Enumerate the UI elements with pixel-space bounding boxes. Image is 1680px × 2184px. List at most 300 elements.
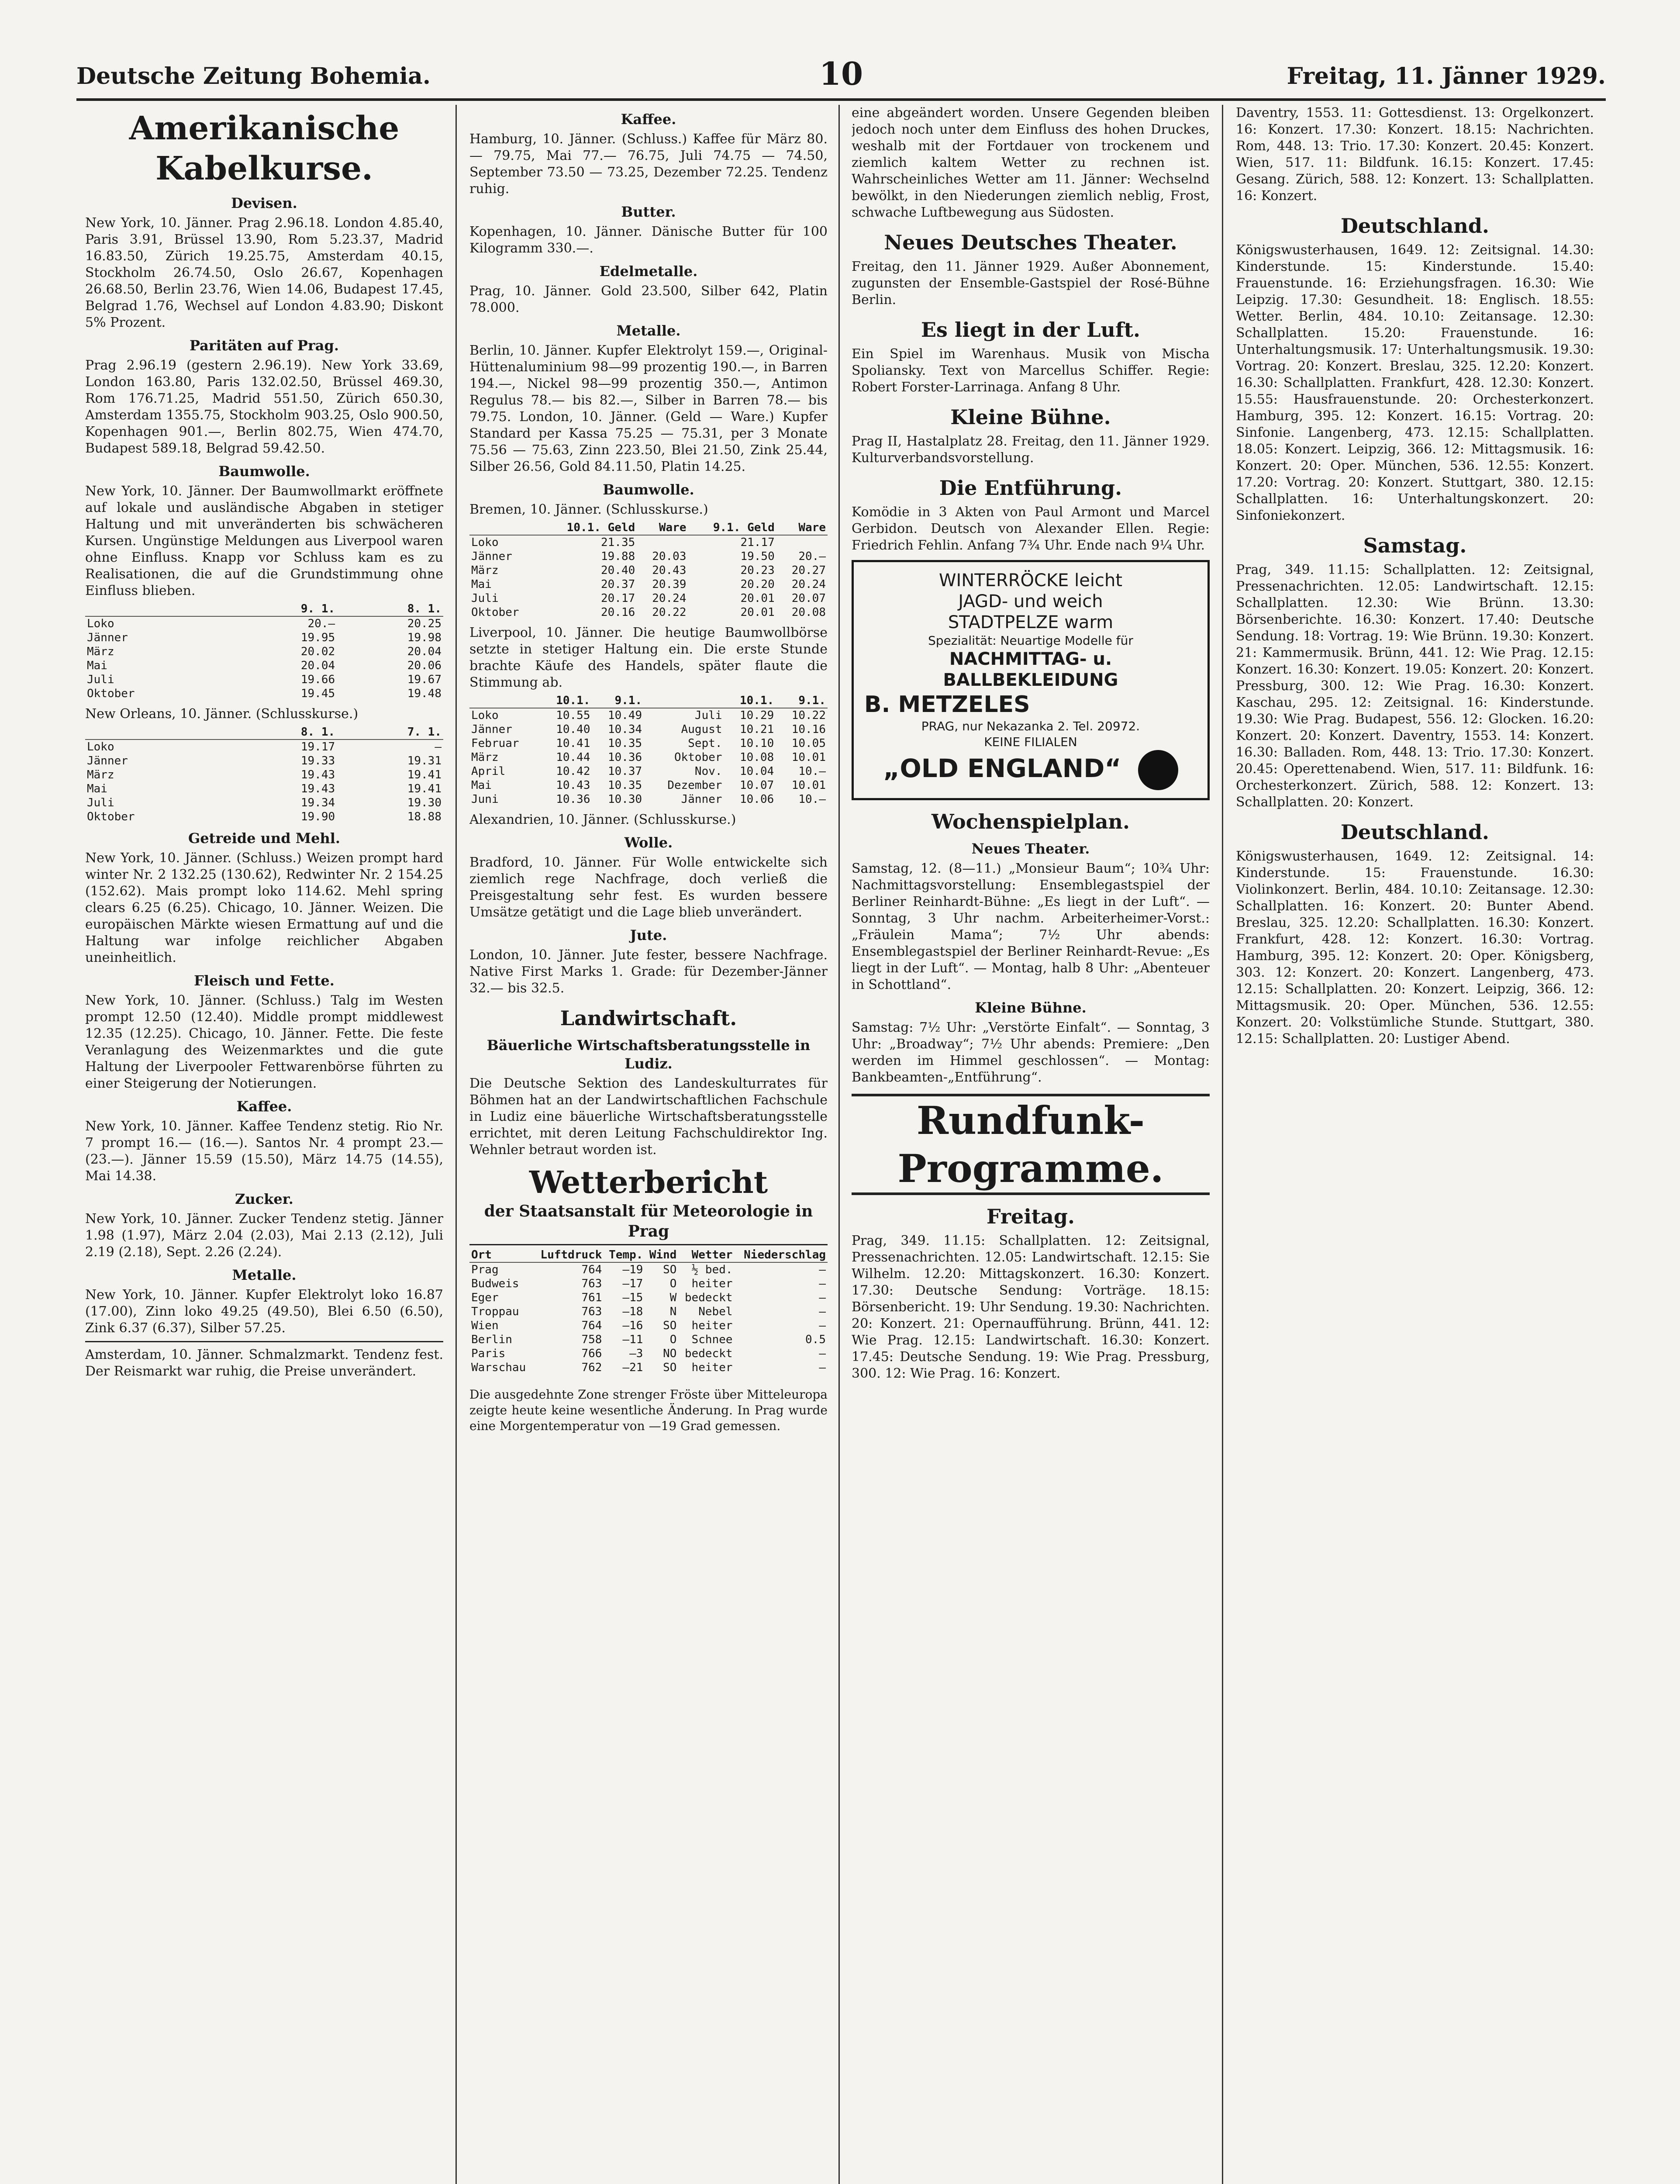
table-cell: 10.10: [739, 737, 774, 750]
table-header-cell: [469, 694, 540, 708]
table-row: [469, 750, 828, 764]
table-header-cell: Ort: [469, 1248, 533, 1262]
article-text: Bradford, 10. Jänner. Für Wolle entwickelte sich ziemlich rege Nachfrage, doch verließ die Preisgestaltung sehr fest. Es wurden bessere Umsätze getätigt und die Lage blieb unverändert.: [469, 855, 828, 920]
table-cell: 20.01: [740, 592, 775, 605]
day-title: Samstag.: [1363, 534, 1467, 557]
table-cell: 763: [581, 1305, 602, 1318]
table-cell: 20.23: [740, 564, 775, 577]
article-text: New York, 10. Jänner. (Schluss.) Weizen prompt hard winter Nr. 2 132.25 (130.62), Redwinter Nr. 2 154.25 (152.62). Mais prompt loko 114.62. Mehl spring clears 6.25 (6.25). Chicago, 10. Jänner. Weizen. Die europäischen Märkte wiesen Ermattung auf und die Haltung war infolge reichlicher Abgaben uneinheitlich.: [85, 850, 443, 965]
table-cell: 10.29: [739, 709, 774, 722]
table-cell: 19.45: [300, 687, 335, 700]
table-cell: 19.48: [407, 687, 442, 700]
table-cell: Juli: [87, 796, 114, 809]
table-cell: 20.06: [407, 659, 442, 672]
table-cell: Oktober: [87, 687, 135, 700]
table-row: [85, 673, 443, 687]
table-cell: 20.22: [652, 606, 686, 619]
table-cell: Mai: [87, 782, 107, 795]
table-row: [469, 1305, 828, 1319]
article-text: Samstag, 12. (8—11.) „Monsieur Baum“; 10¾ Uhr: Nachmittagsvorstellung: Ensemblegastspiel der Berliner Reinhardt-Bühne: „Es liegt in der Luft“. — Sonntag, 3 Uhr nachm. Arbeiterheimer-Vorst.: „Fräulein Mama“; 7½ Uhr abends: Ensemblegastspiel der Berliner Reinhardt-Revue: „Es liegt in der Luft“. — Montag, halb 8 Uhr: „Abenteuer in Schottland“.: [852, 861, 1210, 992]
table-row: [469, 563, 828, 577]
table-cell: —15: [622, 1291, 643, 1304]
table-header-cell: Wetter: [678, 1248, 734, 1262]
table-row: [469, 1291, 828, 1305]
table-cell: —: [819, 1361, 826, 1374]
article-text: New York, 10. Jänner. (Schluss.) Talg im Westen prompt 12.50 (12.40). Middle prompt middlewest 12.35 (12.25). Chicago, 10. Jänner. Fette. Die feste Veranlagung des Weizenmarktes und die gute Haltung der Liverpooler Fettwarenbörse führten zu einer Steigerung der Notierungen.: [85, 993, 443, 1091]
table-row: [469, 764, 828, 778]
ad-line: STADTPELZE warm: [948, 612, 1114, 632]
table-cell: 20.08: [791, 606, 826, 619]
subsection-title: Metalle.: [232, 1267, 297, 1283]
table-header-cell: 9.1. Geld: [688, 521, 776, 535]
table-row: [469, 1347, 828, 1361]
table-cell: Juli: [87, 673, 114, 686]
table-cell: 20.07: [791, 592, 826, 605]
table-header-cell: Ware: [776, 521, 828, 535]
table-cell: —18: [622, 1305, 643, 1318]
table-cell: 19.95: [300, 631, 335, 644]
article-text: Alexandrien, 10. Jänner. (Schlusskurse.): [469, 812, 736, 827]
subsection-title: Metalle.: [616, 322, 681, 339]
table-cell: Eger: [471, 1291, 499, 1304]
table-cell: 10.35: [607, 737, 642, 750]
table-cell: Juni: [471, 793, 499, 806]
table-cell: —21: [622, 1361, 643, 1374]
table-header-cell: Ware: [637, 521, 688, 535]
table-cell: Sept.: [688, 737, 722, 750]
subsection-title: Fleisch und Fette.: [194, 972, 335, 989]
section-title: Wochenspielplan.: [931, 810, 1130, 833]
table-cell: SO: [663, 1319, 677, 1332]
table-cell: 10.35: [607, 779, 642, 792]
table-row: [469, 1361, 828, 1375]
article-text: Königswusterhausen, 1649. 12: Zeitsignal. 14: Kinderstunde. 15: Frauenstunde. 16.30: Violinkonzert. Berlin, 484. 10.10: Zeitansage. 12.30: Schallplatten. 16: Konzert. 20: Bunter Abend. Breslau, 325. 12.20: Schallplatten. 16.30: Konzert. Frankfurt, 428. 12: Konzert. 16.30: Vortrag. Hamburg, 395. 12: Konzert. 20: Oper. Königsberg, 303. 12: Konzert. 20: Konzert. Langenberg, 473. 12.15: Schallplatten. 20: Konzert. Leipzig, 366. 12: Mittagsmusik. 20: Oper. München, 536. 12.55: Konzert. 20: Volkstümliche Stunde. Stuttgart, 380. 12.15: Schallplatten. 20: Lustiger Abend.: [1236, 849, 1594, 1047]
ad-store-name: [864, 750, 1197, 790]
table-cell: 19.31: [407, 754, 442, 767]
table-row: [85, 659, 443, 673]
table-cell: heiter: [691, 1277, 733, 1290]
table-header-row: [469, 694, 828, 708]
table-cell: 19.67: [407, 673, 442, 686]
table-cell: Nebel: [698, 1305, 733, 1318]
article-text: New York, 10. Jänner. Prag 2.96.18. London 4.85.40, Paris 3.91, Brüssel 13.90, Rom 5.23.37, Madrid 16.83.50, Zürich 19.25.75, Amsterdam 40.15, Stockholm 26.74.50, Oslo 26.67, Kopenhagen 26.68.50, Berlin 23.76, Wien 14.06, Budapest 17.45, Belgrad 1.76, Wechsel auf London 4.83.90; Diskont 5% Prozent.: [85, 215, 443, 330]
table-cell: Jänner: [471, 550, 512, 563]
table-cell: heiter: [691, 1361, 733, 1374]
table-cell: Oktober: [471, 606, 519, 619]
column-2: [469, 105, 828, 2184]
table-cell: SO: [663, 1361, 677, 1374]
table-header-cell: [85, 602, 230, 616]
subsection-title: Butter.: [621, 204, 676, 220]
table-cell: 10.36: [607, 751, 642, 764]
subsection-title: Baumwolle.: [218, 463, 310, 480]
column-1: [85, 105, 443, 2184]
column-rule: [838, 105, 840, 2184]
table-cell: Mai: [471, 578, 492, 591]
table-cell: W: [669, 1291, 677, 1304]
table-cell: Warschau: [471, 1361, 526, 1374]
table-cell: Schnee: [691, 1333, 733, 1346]
table-cell: Jänner: [471, 723, 512, 736]
article-text: Ein Spiel im Warenhaus. Musik von Mischa Spoliansky. Text von Marcellus Schiffer. Regie: Robert Forster-Larrinaga. Anfang 8 Uhr.: [852, 346, 1210, 395]
ad-address: PRAG, nur Nekazanka 2. Tel. 20972.: [921, 719, 1140, 733]
table-header-row: [469, 521, 828, 535]
article-text: Liverpool, 10. Jänner. Die heutige Baumwollbörse setzte in stetiger Haltung ein. Die erste Stunde brachte Käufe des Handels, später flaute die Stimmung ab.: [469, 625, 828, 690]
divider: [85, 1341, 443, 1342]
table-cell: heiter: [691, 1319, 733, 1332]
table-cell: 20.24: [652, 592, 686, 605]
subsection-title: Wolle.: [624, 834, 673, 851]
table-cell: 20.16: [601, 606, 635, 619]
article-text: New Orleans, 10. Jänner. (Schlusskurse.): [85, 706, 359, 722]
subsection-title: Bäuerliche Wirtschaftsberatungsstelle in Ludiz.: [486, 1037, 811, 1072]
table-cell: 10.40: [556, 723, 590, 736]
cotton-table-bremen: [469, 521, 828, 619]
table-row: [469, 722, 828, 736]
cotton-table-neworleans: [85, 725, 443, 824]
table-cell: 19.66: [300, 673, 335, 686]
table-header-row: [85, 725, 443, 740]
table-cell: Prag: [471, 1263, 499, 1276]
ad-line: KEINE FILIALEN: [984, 735, 1077, 749]
table-cell: bedeckt: [684, 1347, 733, 1360]
table-cell: Jänner: [87, 754, 128, 767]
article-text: New York, 10. Jänner. Der Baumwollmarkt eröffnete auf lokale und ausländische Abgaben in stetiger Haltung und mit unveränderten bis schwächeren Kursen. Ungünstige Meldungen aus Liverpool waren ohne Einfluss. Knapp vor Schluss kam es zu Realisationen, die auf die Grundstimmung ohne Einfluss blieben.: [85, 484, 443, 598]
ad-company: [864, 691, 1197, 719]
table-cell: 20.04: [407, 645, 442, 658]
table-row: [469, 1319, 828, 1333]
table-cell: Jänner: [87, 631, 128, 644]
table-cell: März: [471, 564, 499, 577]
table-row: [85, 768, 443, 782]
article-text: Königswusterhausen, 1649. 12: Zeitsignal. 14.30: Kinderstunde. 15: Kinderstunde. 15.40: Frauenstunde. 16: Erziehungsfragen. 16.30: Wie Leipzig. 17.30: Gesundheit. 18: Englisch. 18.55: Wetter. Berlin, 484. 10.10: Zeitansage. 12.30: Schallplatten. 15.20: Frauenstunde. 16: Unterhaltungsmusik. 17: Unterhaltungsmusik. 19.30: Vortrag. 20: Konzert. Breslau, 325. 12.20: Konzert. 16.30: Schallplatten. Frankfurt, 428. 12.30: Konzert. 15.55: Hausfrauenstunde. 20: Orchesterkonzert. Hamburg, 395. 12: Konzert. 16.15: Vortrag. 20: Sinfonie. Langenberg, 473. 12.15: Schallplatten. 18.05: Konzert. Leipzig, 366. 12: Mittagsmusik. 16: Konzert. 20: Oper. München, 536. 12.55: Konzert. 17.20: Vortrag. 20: Konzert. Stuttgart, 380. 12.15: Schallplatten. 16: Unterhaltungskonzert. 20: Sinfoniekonzert.: [1236, 242, 1594, 523]
table-cell: Loko: [87, 617, 114, 630]
table-cell: —17: [622, 1277, 643, 1290]
table-cell: Loko: [87, 740, 114, 753]
table-row: [85, 740, 443, 754]
table-row: [469, 778, 828, 792]
table-row: [469, 605, 828, 619]
table-cell: 10.41: [556, 737, 590, 750]
table-cell: 20.43: [652, 564, 686, 577]
table-cell: 10.21: [739, 723, 774, 736]
table-cell: Loko: [471, 536, 499, 549]
table-cell: 20.25: [407, 617, 442, 630]
table-cell: Loko: [471, 709, 499, 722]
table-cell: 10.30: [607, 793, 642, 806]
table-cell: Jänner: [681, 793, 722, 806]
table-cell: O: [669, 1333, 677, 1346]
play-title: Es liegt in der Luft.: [921, 318, 1141, 342]
table-cell: NO: [663, 1347, 677, 1360]
table-cell: Berlin: [471, 1333, 512, 1346]
table-row: [469, 591, 828, 605]
table-cell: April: [471, 765, 506, 778]
table-cell: 19.41: [407, 768, 442, 781]
table-cell: 19.41: [407, 782, 442, 795]
table-cell: 758: [581, 1333, 602, 1346]
table-cell: 10.05: [791, 737, 826, 750]
table-cell: 20.—: [307, 617, 335, 630]
section-title: Kleine Bühne.: [950, 405, 1111, 429]
table-cell: 10.01: [791, 751, 826, 764]
article-text: Berlin, 10. Jänner. Kupfer Elektrolyt 159.—, Original-Hüttenaluminium 98—99 prozentig 190.—, in Barren 194.—, Nickel 98—99 prozentig 350.—, Antimon Regulus 78.— bis 82.—, Silber in Barren 78.— bis 79.75. London, 10. Jänner. (Geld — Ware.) Kupfer Standard per Kassa 75.25 — 75.31, per 3 Monate 75.56 — 75.63, Zinn 223.50, Blei 21.50, Zink 25.44, Silber 26.56, Gold 84.11.50, Platin 14.25.: [469, 343, 828, 474]
table-cell: 10.04: [739, 765, 774, 778]
table-cell: Mai: [87, 659, 107, 672]
article-text: New York, 10. Jänner. Kupfer Elektrolyt loko 16.87 (17.00), Zinn loko 49.25 (49.50), Blei 6.50 (6.50), Zink 6.37 (6.37), Silber 57.25.: [85, 1287, 443, 1336]
weather-table: [469, 1248, 828, 1375]
ad-line: NACHMITTAG- u. BALLBEKLEIDUNG: [943, 649, 1118, 690]
table-cell: 10.43: [556, 779, 590, 792]
article-text: London, 10. Jänner. Jute fester, bessere Nachfrage. Native First Marks 1. Grade: für Dezember-Jänner 32.— bis 32.5.: [469, 947, 828, 996]
table-cell: Juli: [694, 709, 722, 722]
section-title: Amerikanische Kabelkurse.: [129, 110, 400, 187]
table-cell: 10.44: [556, 751, 590, 764]
column-4: [1236, 105, 1594, 2184]
table-header-cell: Niederschlag: [735, 1248, 828, 1262]
subsection-title: Devisen.: [231, 195, 297, 211]
table-cell: —: [819, 1263, 826, 1276]
issue-date: Freitag, 11. Jänner 1929.: [1287, 63, 1606, 90]
table-cell: Wien: [471, 1319, 499, 1332]
table-cell: 20.03: [652, 550, 686, 563]
table-header-cell: Temp.: [604, 1248, 645, 1262]
subsection-title: Baumwolle.: [603, 481, 694, 498]
subsection-title: Zucker.: [235, 1191, 293, 1207]
table-cell: N: [669, 1305, 677, 1318]
table-cell: März: [471, 751, 499, 764]
table-cell: Juli: [471, 592, 499, 605]
section-title: Neues Deutsches Theater.: [884, 231, 1177, 254]
table-cell: 20.01: [740, 606, 775, 619]
table-row: [469, 708, 828, 722]
page-header: [76, 17, 1606, 101]
article-text: Komödie in 3 Akten von Paul Armont und Marcel Gerbidon. Deutsch von Alexander Ellen. Regie: Friedrich Fehlin. Anfang 7¾ Uhr. Ende nach 9¼ Uhr.: [852, 505, 1210, 553]
article-text: Prag II, Hastalplatz 28. Freitag, den 11. Jänner 1929. Kulturverbandsvorstellung.: [852, 434, 1210, 466]
table-cell: —: [819, 1347, 826, 1360]
table-header-cell: [85, 725, 230, 740]
radio-section-title: Rundfunk-Programme.: [852, 1094, 1210, 1195]
table-cell: O: [669, 1277, 677, 1290]
table-row: [85, 754, 443, 768]
subsection-title: Kaffee.: [236, 1098, 292, 1115]
ad-line: WINTERRÖCKE leicht: [938, 570, 1123, 591]
table-cell: —: [819, 1305, 826, 1318]
subsection-title: Kleine Bühne.: [975, 999, 1087, 1016]
table-cell: 20.27: [791, 564, 826, 577]
ad-line: JAGD- und weich: [958, 591, 1103, 612]
table-row: [85, 616, 443, 631]
subsection-title: Neues Theater.: [971, 840, 1090, 857]
table-header-cell: 9. 1.: [230, 602, 337, 616]
table-cell: 20.37: [601, 578, 635, 591]
table-cell: Budweis: [471, 1277, 519, 1290]
table-row: [469, 792, 828, 806]
table-cell: 10.37: [607, 765, 642, 778]
table-header-row: [85, 602, 443, 616]
article-text: Samstag: 7½ Uhr: „Verstörte Einfalt“. — Sonntag, 3 Uhr: „Broadway“; 7½ Uhr abends: Premiere: „Den werden im Himmel geschlossen“. — Montag: Bankbeamten-„Entführung“.: [852, 1020, 1210, 1085]
table-cell: 20.24: [791, 578, 826, 591]
table-cell: 19.88: [601, 550, 635, 563]
article-text: eine abgeändert worden. Unsere Gegenden bleiben jedoch noch unter dem Einfluss des hohen Druckes, weshalb mit der Fortdauer von trockenem und ziemlich kaltem Wetter zu rechnen ist. Wahrscheinliches Wetter am 11. Jänner: Wechselnd bewölkt, in den Niederungen ziemlich neblig, Frost, schwache Luftbewegung aus Südosten.: [852, 105, 1210, 220]
subsection-title: Getreide und Mehl.: [188, 830, 341, 847]
table-cell: Troppau: [471, 1305, 519, 1318]
table-cell: —: [435, 740, 442, 753]
article-text: Prag 2.96.19 (gestern 2.96.19). New York 33.69, London 163.80, Paris 132.02.50, Brüssel 469.30, Rom 176.71.25, Madrid 551.50, Zürich 650.30, Amsterdam 1355.75, Stockholm 903.25, Oslo 900.50, Kopenhagen 901.—, Berlin 802.75, Wien 474.70, Budapest 589.18, Belgrad 59.42.50.: [85, 358, 443, 456]
table-cell: 762: [581, 1361, 602, 1374]
table-row: [85, 631, 443, 645]
table-cell: 10.06: [739, 793, 774, 806]
section-title: Deutschland.: [1340, 214, 1490, 238]
table-row: [85, 645, 443, 659]
table-header-cell: 8. 1.: [230, 725, 337, 740]
table-cell: 19.50: [740, 550, 775, 563]
table-cell: ½ bed.: [691, 1263, 733, 1276]
ad-company-name: B. METZELES: [864, 691, 1030, 718]
table-header-cell: 8. 1.: [337, 602, 443, 616]
table-row: [85, 810, 443, 824]
table-cell: 18.88: [407, 810, 442, 823]
table-header-row: [469, 1248, 828, 1262]
table-cell: 19.98: [407, 631, 442, 644]
table-cell: SO: [663, 1263, 677, 1276]
cotton-table-liverpool: [469, 694, 828, 806]
article-text: Prag, 349. 11.15: Schallplatten. 12: Zeitsignal, Pressenachrichten. 12.05: Landwirtschaft. 12.15: Schallplatten. 12.30: Wie Brünn. 13.30: Börsenberichte. 16.30: Konzert. 17.40: Deutsche Sendung. 18: Vortrag. 19: Wie Brünn. 19.30: Konzert. 21: Kammermusik. Brünn, 441. 12: Wie Prag. 12.15: Konzert. 16.30: Konzert. 19.05: Konzert. 20: Konzert. Pressburg, 300. 12: Wie Prag. 16.30: Konzert. Kaschau, 295. 12: Zeitsignal. 16: Kinderstunde. 19.30: Wie Prag. Budapest, 556. 12: Glocken. 16.20: Konzert. 20: Konzert. Daventry, 1553. 14: Konzert. 16.30: Balladen. Rom, 448. 13: Trio. 17.30: Konzert. 20.45: Operettenabend. Wien, 517. 11: Bildfunk. 16: Orchesterkonzert. Zürich, 588. 12: Konzert. 13: Schallplatten. 20: Konzert.: [1236, 562, 1594, 810]
table-row: [469, 535, 828, 549]
table-cell: —16: [622, 1319, 643, 1332]
table-header-cell: 10.1.: [540, 694, 592, 708]
table-row: [469, 1277, 828, 1291]
table-row: [85, 687, 443, 701]
table-cell: 10.42: [556, 765, 590, 778]
subsection-title: Edelmetalle.: [599, 263, 698, 280]
table-cell: bedeckt: [684, 1291, 733, 1304]
table-header-cell: 10.1.: [724, 694, 776, 708]
article-text: Amsterdam, 10. Jänner. Schmalzmarkt. Tendenz fest. Der Reismarkt war ruhig, die Preise unverändert.: [85, 1347, 443, 1379]
table-cell: 10.01: [791, 779, 826, 792]
subsection-title: Paritäten auf Prag.: [189, 337, 339, 354]
table-cell: 10.—: [798, 793, 826, 806]
article-text: Hamburg, 10. Jänner. (Schluss.) Kaffee für März 80.— 79.75, Mai 77.— 76.75, Juli 74.75 — 74.50, September 73.50 — 73.25, Dezember 72.25. Tendenz ruhig.: [469, 131, 828, 197]
table-cell: 20.20: [740, 578, 775, 591]
table-cell: Nov.: [694, 765, 722, 778]
table-cell: 766: [581, 1347, 602, 1360]
table-cell: 10.49: [607, 709, 642, 722]
table-cell: 20.40: [601, 564, 635, 577]
table-cell: 20.04: [300, 659, 335, 672]
table-cell: 10.22: [791, 709, 826, 722]
table-row: [469, 549, 828, 563]
weather-title: Wetterbericht: [529, 1164, 768, 1200]
table-cell: März: [87, 645, 114, 658]
table-header-cell: 7. 1.: [337, 725, 443, 740]
table-cell: 19.34: [300, 796, 335, 809]
article-text: Kopenhagen, 10. Jänner. Dänische Butter für 100 Kilogramm 330.—.: [469, 224, 828, 256]
table-cell: 20.—: [798, 550, 826, 563]
table-cell: 10.08: [739, 751, 774, 764]
table-cell: 764: [581, 1319, 602, 1332]
table-cell: 19.30: [407, 796, 442, 809]
table-header-cell: Luftdruck: [533, 1248, 604, 1262]
table-row: [469, 736, 828, 750]
table-cell: 10.—: [798, 765, 826, 778]
table-cell: 10.16: [791, 723, 826, 736]
table-cell: 763: [581, 1277, 602, 1290]
weather-subtitle: der Staatsanstalt für Meteorologie in Prag: [469, 1201, 828, 1245]
table-header-cell: [469, 521, 539, 535]
table-cell: 19.90: [300, 810, 335, 823]
table-cell: 19.33: [300, 754, 335, 767]
table-header-cell: Wind: [645, 1248, 678, 1262]
table-cell: —11: [622, 1333, 643, 1346]
table-row: [469, 577, 828, 591]
table-cell: Oktober: [87, 810, 135, 823]
article-text: Prag, 10. Jänner. Gold 23.500, Silber 642, Platin 78.000.: [469, 283, 828, 315]
table-row: [469, 1333, 828, 1347]
table-cell: —: [819, 1319, 826, 1332]
page-number: 10: [819, 55, 863, 92]
article-text: Die Deutsche Sektion des Landeskulturrates für Böhmen hat an der Landwirtschaftlichen Fachschule in Ludiz eine bäuerliche Wirtschaftsberatungsstelle errichtet, mit deren Leitung Fachschuldirektor Ing. Wehnler betraut worden ist.: [469, 1076, 828, 1158]
article-text: Freitag, den 11. Jänner 1929. Außer Abonnement, zugunsten der Ensemble-Gastspiel der Rosé-Bühne Berlin.: [852, 259, 1210, 308]
table-header-cell: [644, 694, 724, 708]
table-cell: 10.55: [556, 709, 590, 722]
ad-store-label: „OLD ENGLAND“: [883, 753, 1121, 784]
table-row: [85, 796, 443, 810]
table-cell: 761: [581, 1291, 602, 1304]
ad-line: Spezialität: Neuartige Modelle für: [928, 633, 1133, 648]
ad-dot-icon: [1138, 750, 1178, 790]
subsection-title: Kaffee.: [621, 111, 676, 128]
table-cell: 0.5: [805, 1333, 826, 1346]
table-cell: [776, 535, 828, 549]
newspaper-name: Deutsche Zeitung Bohemia.: [76, 63, 431, 90]
table-cell: [637, 535, 688, 549]
table-cell: 20.02: [300, 645, 335, 658]
column-rule: [1222, 105, 1223, 2184]
article-text: New York, 10. Jänner. Kaffee Tendenz stetig. Rio Nr. 7 prompt 16.— (16.—). Santos Nr. 4 prompt 23.— (23.—). Jänner 15.59 (15.50), März 14.75 (14.55), Mai 14.38.: [85, 1119, 443, 1184]
table-header-cell: 10.1. Geld: [539, 521, 637, 535]
table-row: [469, 1262, 828, 1277]
play-title: Die Entführung.: [939, 476, 1122, 500]
advertisement: [852, 560, 1210, 800]
table-cell: 21.35: [601, 536, 635, 549]
table-row: [85, 782, 443, 796]
table-cell: —: [819, 1277, 826, 1290]
article-text: Bremen, 10. Jänner. (Schlusskurse.): [469, 502, 708, 517]
table-cell: 19.43: [300, 782, 335, 795]
table-cell: 21.17: [740, 536, 775, 549]
table-cell: Oktober: [674, 751, 722, 764]
table-header-cell: 9.1.: [592, 694, 644, 708]
article-text: New York, 10. Jänner. Zucker Tendenz stetig. Jänner 1.98 (1.97), März 2.04 (2.03), Mai 2.13 (2.12), Juli 2.19 (2.18), Sept. 2.26 (2.24).: [85, 1211, 443, 1260]
column-3: [852, 105, 1210, 2184]
table-cell: August: [681, 723, 722, 736]
table-cell: 10.34: [607, 723, 642, 736]
table-cell: Mai: [471, 779, 492, 792]
section-title: Landwirtschaft.: [560, 1006, 737, 1030]
table-cell: 19.43: [300, 768, 335, 781]
table-cell: 10.07: [739, 779, 774, 792]
column-rule: [455, 105, 457, 2184]
subsection-title: Jute.: [630, 927, 667, 943]
table-cell: 10.36: [556, 793, 590, 806]
section-title: Deutschland.: [1340, 820, 1490, 844]
article-text: Prag, 349. 11.15: Schallplatten. 12: Zeitsignal, Pressenachrichten. 12.05: Landwirtschaft. 12.15: Sie Wilhelm. 12.20: Mittagskonzert. 16.30: Konzert. 17.30: Deutsche Sendung: Vorträge. 18.15: Börsenbericht. 19: Uhr Sendung. 19.30: Nachrichten. 20: Konzert. 21: Opernaufführung. Brünn, 441. 12: Wie Prag. 12.15: Landwirtschaft. 16.30: Konzert. 17.45: Deutsche Sendung. 19: Wie Prag. Pressburg, 300. 12: Wie Prag. 16: Konzert.: [852, 1233, 1210, 1381]
table-cell: —19: [622, 1263, 643, 1276]
table-cell: —3: [629, 1347, 643, 1360]
table-cell: 20.39: [652, 578, 686, 591]
table-cell: 20.17: [601, 592, 635, 605]
